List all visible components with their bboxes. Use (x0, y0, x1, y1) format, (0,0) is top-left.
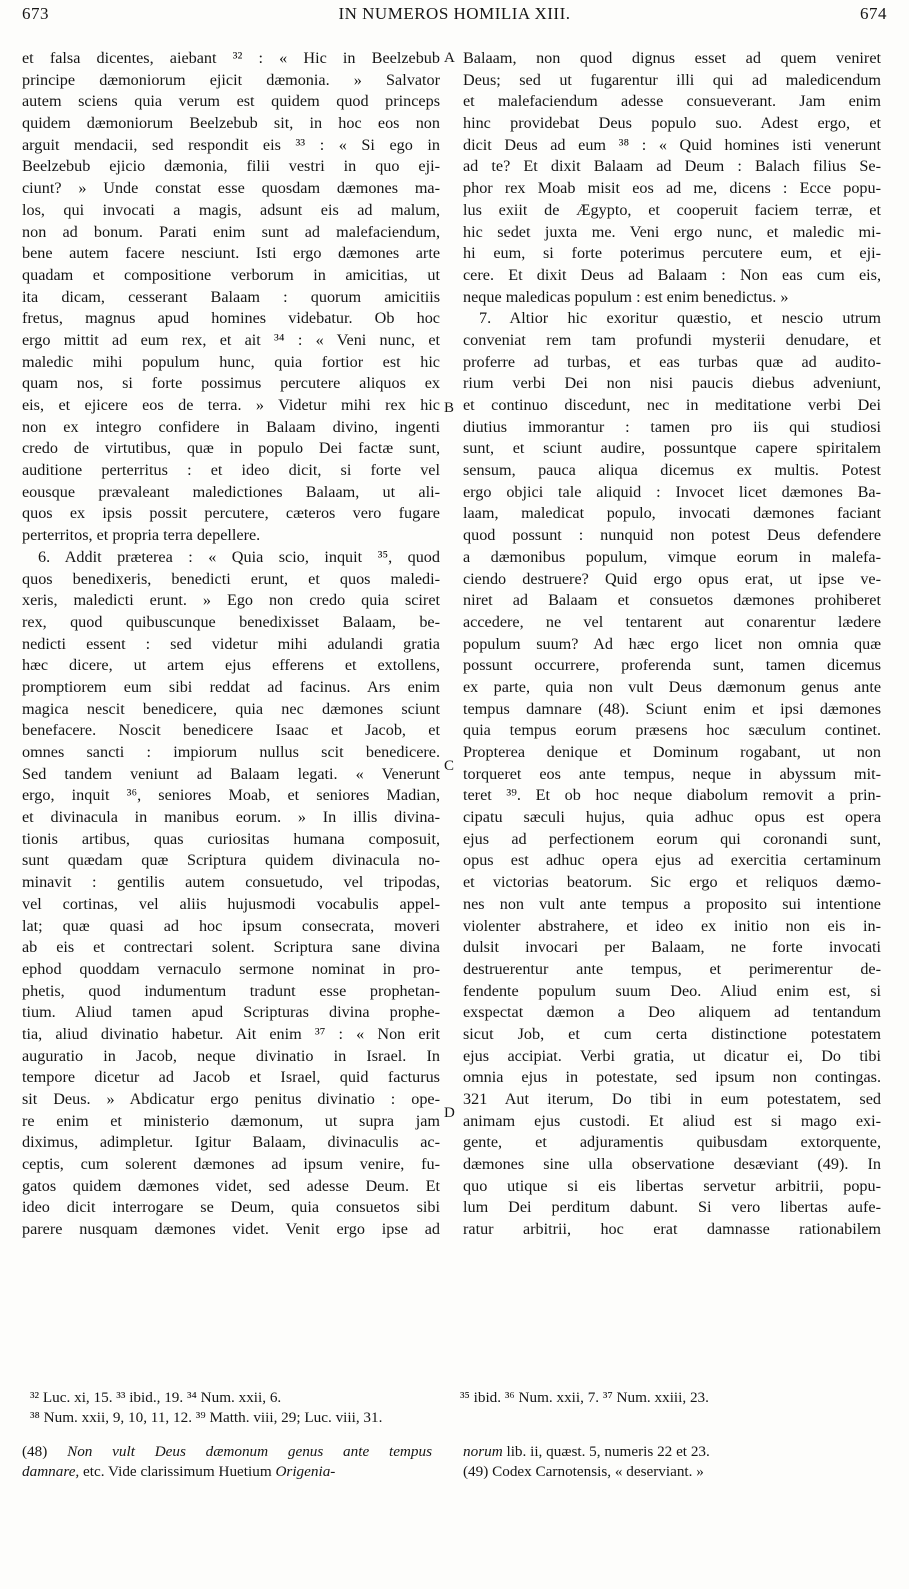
left-column-line: nedicti essent : sed videtur mihi adulandi gratia (22, 634, 440, 653)
running-title: IN NUMEROS HOMILIA XIII. (338, 4, 571, 23)
left-column-line: ab eis et contrectari solent. Scriptura sane divina (22, 938, 440, 957)
right-column-line: teret ³⁹. Et ob hoc neque diabolum removit a prin- (463, 786, 881, 805)
left-column-line: credo de virtutibus, quæ in populo Dei factæ sunt, (22, 439, 440, 458)
right-column-line: torqueret eos ante tempus, neque in abyssum mit- (463, 764, 881, 783)
right-column-line: gente, et adjuramentis quibusdam extorquente, (463, 1133, 881, 1152)
left-column-line: maledic mihi populum hunc, quia fortior est hic (22, 352, 440, 371)
right-column-line: lus exiit de Ægypto, et cooperuit faciem terræ, et (463, 200, 881, 219)
footnote-48-text-c: etc. Vide clarissimum Huetium (83, 1463, 272, 1480)
right-column-line: exspectat dæmon a Deo aliquem ad tentandum (463, 1003, 881, 1022)
left-column-line: rex, quod quibuscunque benedixisset Balaam, be- (22, 612, 440, 631)
right-column-line: conveniat rem tam profundi mysterii denudare, et (463, 330, 881, 349)
right-column-line: dulsit invocari per Balaam, ne forte invocati (463, 938, 881, 957)
left-column-line: xeris, maledicti erunt. » Ego non credo quia sciret (22, 591, 440, 610)
left-column (22, 48, 440, 1241)
right-column-line: ad te? Et dixit Balaam ad Deum : Balach filius Se- (463, 157, 881, 176)
left-column-line: quadam et compositione verborum in amicitias, ut (22, 265, 440, 284)
right-column-line: ciendo destruere? Quid ergo opus erat, ut ipse ve- (463, 569, 881, 588)
left-column-line: hæc dicere, ut artem ejus efferens et extollens, (22, 656, 440, 675)
left-column-line: arguit mendacii, sed respondit eis ³³ : « Si ego in (22, 135, 440, 154)
right-column-line: Propterea denique et Dominum rogabant, ut non (463, 743, 881, 761)
right-column-line: et continuo discedunt, nec in meditatione verbi Dei (463, 396, 881, 414)
left-column-line: non ad bonum. Parati enim sunt ad malefaciendum, (22, 222, 440, 241)
right-column-line: destruerentur ante tempus, et perimerentur de- (463, 959, 881, 978)
right-column-line: sensum, pauca aliqua dicemus ex multis. Potest (463, 461, 881, 480)
left-column-line: ita dicam, cesserant Balaam : quorum amicitiis (22, 287, 440, 306)
footnote-48-cont-italic: norum (463, 1443, 503, 1460)
footnote-48-text-d: Origenia- (275, 1463, 336, 1480)
right-column-line: quo utique si eis libertas servetur arbitrii, popu- (463, 1176, 881, 1195)
right-column-line: et malefaciendum adesse consueverant. Jam enim (463, 92, 881, 111)
left-column-line: auditione perterritus : et ideo dicit, si forte vel (22, 461, 440, 480)
right-column-line: possunt occurrere, proferenda sunt, tamen dicemus (463, 656, 881, 675)
left-column-line: quos benedixeris, benedicti erunt, et quos maledi- (22, 569, 440, 588)
footnote-48-cont: lib. ii, quæst. 5, numeris 22 et 23. (506, 1443, 710, 1460)
right-column-line: rium verbi Dei non nisi paucis diebus adveniunt, (463, 374, 881, 393)
right-column-line: 7. Altior hic exoritur quæstio, et nescio utrum (479, 309, 881, 328)
footnote-48-text: Non vult Deus dæmonum genus ante tempus (67, 1443, 432, 1460)
left-column-line: bene autem facere nesciunt. Isti ergo dæmones arte (22, 244, 440, 263)
left-column-line: omnes sancti : impiorum nullus scit benedicere. (22, 743, 440, 761)
left-column-line: Sed tandem veniunt ad Balaam legati. « Venerunt (22, 764, 440, 783)
left-column-line: minavit : gentilis autem consuetudo, vel tripodas, (22, 873, 440, 892)
right-column-line: populum suum? Ad hæc ergo licet non omnia quæ (463, 634, 881, 653)
right-column-line: hi eum, si forte poterimus percutere eum, et eji- (463, 244, 881, 263)
left-column-line: re enim et ministerio dæmonum, ut supra jam (22, 1111, 440, 1130)
page-number-right: 674 (860, 4, 887, 23)
right-column-line: dæmones sine ulla observatione desæviant (49). In (463, 1155, 881, 1174)
right-column-line: ergo objici tale aliquid : Invocet licet dæmones Ba- (463, 482, 881, 501)
right-column-line: hic sedet juxta me. Veni ergo nunc, et maledic mi- (463, 222, 881, 241)
left-column-line: lat; quæ quasi ad hoc ipsum consecrata, moveri (22, 916, 440, 935)
left-column-line: eis, et ejicere eos de terra. » Videtur mihi rex hic (22, 396, 440, 414)
margin-marker-b: B (444, 400, 455, 416)
right-column-line: neque maledicas populum : est enim benedictus. » (463, 287, 789, 306)
right-column-line: et victorias beatorum. Sic ergo et reliquos dæmo- (463, 873, 881, 892)
right-column-line: 321 Aut iterum, Do tibi in eum potestatem, sed (463, 1090, 881, 1108)
left-column-line: tium. Aliud tamen apud Scripturas divina prophe- (22, 1003, 440, 1022)
left-column-line: 6. Addit præterea : « Quia scio, inquit ³⁵, quod (38, 547, 440, 566)
right-column-line: lum Dei perditum dabunt. Si vero libertas aufe- (463, 1198, 881, 1217)
left-column-line: tia, aliud divinatio habetur. Ait enim ³⁷ : « Non erit (22, 1024, 440, 1043)
left-column-line: et falsa dicentes, aiebant ³² : « Hic in Beelzebub (22, 49, 440, 67)
left-column-line: gatos quidem dæmones videt, sed adesse Deum. Et (22, 1176, 440, 1195)
right-column-line: sunt, et sciunt audire, possuntque capere spiritalem (463, 439, 881, 458)
scripture-references (30, 1388, 890, 1428)
margin-marker-a: A (444, 50, 455, 66)
running-header (22, 4, 887, 26)
margin-marker-d: D (444, 1105, 455, 1121)
right-column-line: niret ad Balaam et consuetos dæmones prohiberet (463, 591, 881, 610)
right-column-line: violenter abstrahere, et ideo ex initio non eis in- (463, 916, 881, 935)
left-column-line: eousque prævaleant maledictiones Balaam, ut ali- (22, 482, 440, 501)
right-column-line: laam, maledicat populo, invocati dæmones faciant (463, 504, 881, 523)
right-column-line: ratur arbitrii, hoc erat damnasse rationabilem (463, 1220, 881, 1239)
right-column-line: quod possunt : nunquid non potest Deus defendere (463, 526, 881, 545)
right-column-line: dicit Deus ad eum ³⁸ : « Quid homines isti venerunt (463, 135, 881, 154)
footnote-49: (49) Codex Carnotensis, « deserviant. » (463, 1463, 704, 1480)
left-column-line: quidem dæmoniorum Beelzebub sit, in hoc eos non (22, 114, 440, 133)
left-column-line: non ex integro confidere in Balaam divino, ingenti (22, 417, 440, 436)
right-column-line: ejus ad perfectionem eorum qui coronandi sunt, (463, 829, 881, 848)
left-column-line: ideo dicit interrogare se Deum, quia consuetos sibi (22, 1198, 440, 1217)
right-column-line: cere. Et dixit Deus ad Balaam : Non eas cum eis, (463, 265, 881, 284)
right-column-line: fendente populum suum Deo. Aliud enim est, si (463, 981, 881, 1000)
refs-line1-left: ³² Luc. xi, 15. ³³ ibid., 19. ³⁴ Num. xxii, 6. (30, 1389, 282, 1406)
left-column-line: ephod quoddam vernaculo sermone nominat in pro- (22, 959, 440, 978)
right-column (463, 48, 881, 1241)
left-column-line: magica nescit benedicere, quia nec dæmones sciunt (22, 699, 440, 718)
left-column-line: ergo mittit ad eum rex, et ait ³⁴ : « Veni nunc, et (22, 330, 440, 349)
right-column-line: animam ejus custodi. Et aliud est si mago exi- (463, 1111, 881, 1130)
left-column-line: fretus, magnus apud homines videbatur. Ob hoc (22, 309, 440, 328)
right-column-line: accedere, ne vel tentarent aut conarentur lædere (463, 612, 881, 631)
right-column-line: diutius immorantur : tamen pro iis qui studiosi (463, 417, 881, 436)
right-column-line: tempus damnare (48). Sciunt enim et ipsi dæmones (463, 699, 881, 718)
left-column-line: ciunt? » Unde constat esse quosdam dæmones ma- (22, 179, 440, 198)
left-column-line: et divinacula in manibus eorum. » In illis divina- (22, 808, 440, 827)
left-column-line: Beelzebub ejicio dæmonia, filii vestri in quo eji- (22, 157, 440, 176)
refs-line1-right: ³⁵ ibid. ³⁶ Num. xxii, 7. ³⁷ Num. xxiii, 23. (460, 1389, 709, 1406)
left-column-line: sit Deus. » Abdicatur ergo penitus divinatio : ope- (22, 1090, 440, 1108)
left-column-line: autem sciens quia verum est quidem quod princeps (22, 92, 440, 111)
right-column-line: nes non vult ante tempus a proposito sui intentione (463, 894, 881, 913)
right-column-line: proferre ad turbas, et eas turbas quæ ad audito- (463, 352, 881, 371)
footnote-continuation (463, 1442, 883, 1482)
left-column-line: principe dæmoniorum ejicit dæmonia. » Salvator (22, 70, 440, 89)
left-column-line: ceptis, cum solerent dæmones ad ipsum venire, fu- (22, 1155, 440, 1174)
margin-marker-c: C (444, 758, 455, 774)
right-column-line: a dæmonibus populum, vimque eorum in malefa- (463, 547, 881, 566)
left-column-line: parere nusquam dæmones videt. Venit ergo ipse ad (22, 1220, 440, 1239)
left-column-line: benefacere. Noscit benedicere Isaac et Jacob, et (22, 721, 440, 740)
right-column-line: ejus accipiat. Verbi gratia, ut dicatur ei, Do tibi (463, 1046, 881, 1065)
page-number-left: 673 (22, 4, 49, 23)
left-column-line: diximus, adimpletur. Igitur Balaam, divinaculis ac- (22, 1133, 440, 1152)
left-column-line: tempore dicetur ad Jacob et Israel, quid facturus (22, 1068, 440, 1087)
left-column-line: sunt quædam quæ Scriptura quidem divinacula no- (22, 851, 440, 870)
right-column-line: quia tempus eorum præsens hoc sæculum continet. (463, 721, 881, 740)
right-column-line: hinc providebat Deus populo suo. Adest ergo, et (463, 114, 881, 133)
right-column-line: ex parte, quia non vult Deus dæmonum genus ante (463, 677, 881, 696)
left-column-line: tionis artibus, quas curiositas humana composuit, (22, 829, 440, 848)
left-column-line: los, qui invocati a magis, adsunt eis ad malum, (22, 200, 440, 219)
right-column-line: opus est adhuc opera ejus ad exercitia certaminum (463, 851, 881, 870)
refs-line2: ³⁸ Num. xxii, 9, 10, 11, 12. ³⁹ Matth. viii, 29; Luc. viii, 31. (30, 1409, 383, 1426)
right-column-line: sicut Job, et cum certa distinctione potestatem (463, 1024, 881, 1043)
footnote-48-text-b: damnare, (22, 1463, 80, 1480)
right-column-line: Balaam, non quod dignus esset ad quem veniret (463, 49, 881, 67)
left-column-line: auguratio in Jacob, neque divinatio in Israel. In (22, 1046, 440, 1065)
left-column-line: perterritos, et propria terra depellere. (22, 526, 261, 545)
footnote-48 (22, 1442, 432, 1482)
right-column-line: omnia ejus in potestate, sed ipsum non contingas. (463, 1068, 881, 1087)
left-column-line: ergo, inquit ³⁶, seniores Moab, et seniores Madian, (22, 786, 440, 805)
left-column-line: phetis, quod indumentum tradunt esse prophetan- (22, 981, 440, 1000)
right-column-line: cipatu sæculi hujus, quia adhuc opus est opera (463, 808, 881, 827)
left-column-line: vel cortinas, vel aliis hujusmodi vocabulis appel- (22, 894, 440, 913)
right-column-line: phor rex Moab misit eos ad me, dicens : Ecce popu- (463, 179, 881, 198)
left-column-line: quos ex ipsis possit percutere, cæteros vero fugare (22, 504, 440, 523)
footnote-48-number: (48) (22, 1443, 48, 1460)
left-column-line: quam nos, si forte possimus percutere aliquos ex (22, 374, 440, 393)
right-column-line: Deus; sed ut fugarentur illi qui ad maledicendum (463, 70, 881, 89)
left-column-line: promptiorem eum sibi reddat ad facinus. Ars enim (22, 677, 440, 696)
